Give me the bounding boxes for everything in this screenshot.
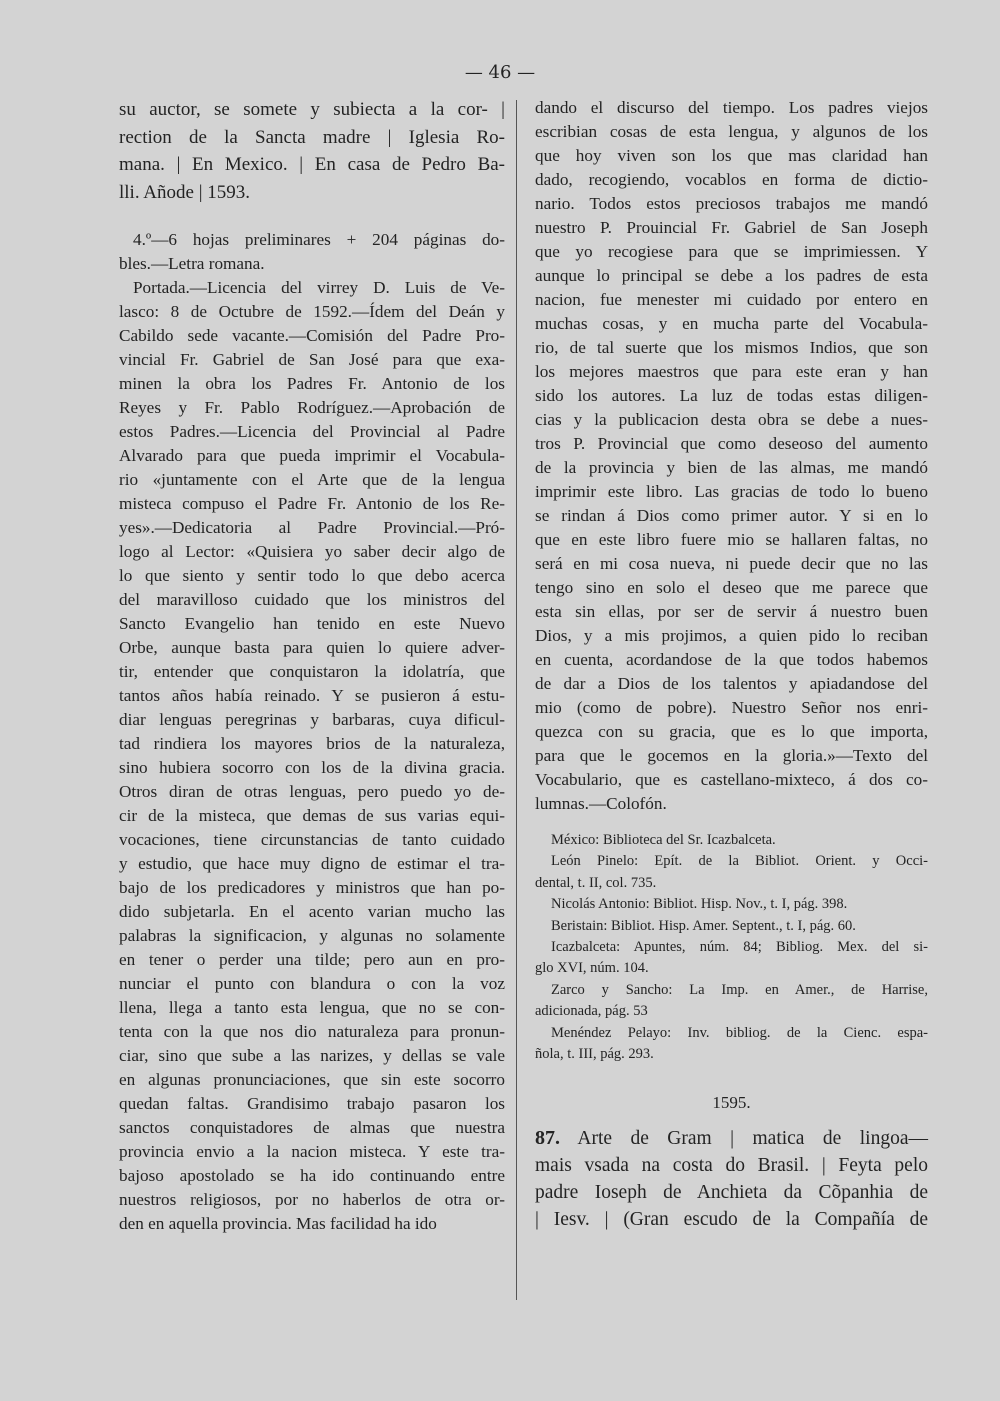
text-line: Dios, y a mis projimos, a quien pido lo reciban (535, 626, 928, 645)
text-line: vocaciones, tiene circunstancias de tanto cuidado (119, 830, 505, 849)
text-line: Zarco y Sancho: La Imp. en Amer., de Harrise, (551, 981, 928, 998)
entry-number: 87. (535, 1127, 560, 1150)
text-line: diar lenguas peregrinas y barbaras, cuya dificul- (119, 710, 505, 729)
text-line: será en mi cosa nueva, ni puede decir que no las (535, 554, 928, 573)
text-line: se rindan á Dios como primer autor. Y si en lo (535, 506, 928, 525)
text-line: imprimir este libro. Las gracias de todo lo bueno (535, 482, 928, 501)
bibliography-entry (535, 830, 928, 851)
page-number: — 46 — (464, 62, 536, 83)
text-line: lumnas.—Colofón. (535, 794, 667, 813)
text-line: palabras la significacion, y algunas no solamente (119, 926, 505, 945)
text-line: sanctos conquistadores de almas que nuestra (119, 1118, 505, 1137)
text-line: nacion, fue menester mi cuidado por entero en (535, 290, 928, 309)
text-line (535, 1125, 928, 1152)
text-line: tenta con la que nos dio naturaleza para pronun- (119, 1022, 505, 1041)
text-line: bajo de los predicadores y ministros que han po- (119, 878, 505, 897)
text-line: misteca compuso el Padre Fr. Antonio de los Re- (119, 494, 505, 513)
text-line: Reyes y Fr. Pablo Rodríguez.—Aprobación de (119, 398, 505, 417)
text-line: aunque lo principal se debe a los padres de esta (535, 266, 928, 285)
entry-line: | Iesv. | (Gran escudo de la Compañía de (535, 1209, 928, 1231)
text-line: bles.—Letra romana. (119, 254, 265, 273)
text-line: los mejores maestros que para este eran y han (535, 362, 928, 381)
text-line: que yo recogiese para que se imprimiessen. Y (535, 242, 928, 261)
bibliography-entry (535, 916, 928, 937)
text-line: México: Biblioteca del Sr. Icazbalceta. (551, 832, 776, 848)
text-line: Nicolás Antonio: Bibliot. Hisp. Nov., t. I, pág. 398. (551, 896, 848, 913)
bibliography-entry (535, 937, 928, 980)
contents-description (119, 276, 505, 1236)
text-line: yes».—Dedicatoria al Padre Provincial.—Pró- (119, 518, 505, 537)
text-line: quedan faltas. Grandisimo trabajo pasaron los (119, 1094, 505, 1113)
text-line: muchas cosas, y en mucha parte del Vocabula- (535, 314, 928, 333)
text-line: Orbe, aunque basta para quien lo quiere adver- (119, 638, 505, 657)
text-line: Vocabulario, que es castellano-mixteco, á dos co- (535, 770, 928, 789)
text-line: glo XVI, núm. 104. (535, 960, 649, 977)
text-line: Otros diran de otras lenguas, pero puedo yo de- (119, 782, 505, 801)
text-line: 4.º—6 hojas preliminares + 204 páginas do- (133, 230, 505, 249)
text-line: llena, llega a tanto esta lengua, que no se con- (119, 998, 505, 1017)
text-line: ñola, t. III, pág. 293. (535, 1046, 654, 1063)
bibliography-entry (535, 894, 928, 915)
text-line: Menéndez Pelayo: Inv. bibliog. de la Cienc. espa- (551, 1024, 928, 1041)
text-line: para que le gocemos en la gloria.»—Texto del (535, 746, 928, 765)
text-line: Cabildo sede vacante.—Comisión del Padre Pro- (119, 326, 505, 345)
text-line: tantos años había reinado. Y se pusieron á estu- (119, 686, 505, 705)
entry-line: Arte de Gram | matica de lingoa— (577, 1128, 928, 1150)
text-line: y estudio, que hace muy digno de estimar el tra- (119, 854, 505, 873)
text-line: que hoy viven son los que mas claridad han (535, 146, 928, 165)
text-line: nunciar el punto con blandura o con la voz (119, 974, 505, 993)
bibliography (535, 830, 928, 1065)
text-line: sido los autores. La luz de todas estas diligen- (535, 386, 928, 405)
text-line: en cuenta, acordandose de la que todos habemos (535, 650, 928, 669)
text-line: estos Padres.—Licencia del Provincial al Padre (119, 422, 505, 441)
text-line: dando el discurso del tiempo. Los padres viejos (535, 98, 928, 117)
prologue-continuation (535, 96, 928, 816)
format-description (119, 228, 505, 276)
text-line: su auctor, se somete y subiecta a la cor- | (119, 99, 505, 120)
text-line: del maravilloso cuidado que los ministros del (119, 590, 505, 609)
text-line: de dar a Dios de los talentos y apiadandose del (535, 674, 928, 693)
left-column (119, 96, 505, 1236)
entry-title-continuation (119, 96, 505, 206)
text-line: nuestro P. Prouincial Fr. Gabriel de San Joseph (535, 218, 928, 237)
text-line: tir, entender que conquistaron la idolatría, que (119, 662, 505, 681)
text-line: dido subjetarla. En el acento varian mucho las (119, 902, 505, 921)
text-line: provincia envio a la nacion misteca. Y este tra- (119, 1142, 505, 1161)
text-line: de la provincia y bien de las almas, me mandó (535, 458, 928, 477)
text-line: mana. | En Mexico. | En casa de Pedro Ba- (119, 154, 505, 175)
text-line: quezca con su gracia, que es lo que importa, (535, 722, 928, 741)
right-column (535, 96, 928, 1233)
text-line: ciar, sino que sube a las narizes, y dellas se vale (119, 1046, 505, 1065)
text-line: dental, t. II, col. 735. (535, 874, 657, 891)
text-line: dado, recogiendo, vocablos en forma de dictio- (535, 170, 928, 189)
text-line: rio «juntamente con el Arte que de la lengua (119, 470, 505, 489)
text-line: rio, de tal suerte que los mismos Indios, que son (535, 338, 928, 357)
text-line: nario. Todos estos preciosos trabajos me mandó (535, 194, 928, 213)
text-line: tad rindiera los mayores brios de la naturaleza, (119, 734, 505, 753)
bibliography-entry (535, 851, 928, 894)
text-line: adicionada, pág. 53 (535, 1003, 648, 1020)
year-heading: 1595. (712, 1093, 751, 1113)
text-line: escribian cosas de esta lengua, y algunos de los (535, 122, 928, 141)
text-line: vincial Fr. Gabriel de San José para que exa- (119, 350, 505, 369)
text-line: tros P. Provincial que como deseoso del aumento (535, 434, 928, 453)
entry-line: padre Ioseph de Anchieta da Cõpanhia de (535, 1182, 928, 1204)
bibliography-entry (535, 1023, 928, 1066)
text-line: Icazbalceta: Apuntes, núm. 84; Bibliog. Mex. del si- (551, 939, 928, 956)
text-line: que en este libro fuere mio se hallaren faltas, no (535, 530, 928, 549)
text-line: Sancto Evangelio han tenido en este Nuevo (119, 614, 505, 633)
text-line: lli. Añode | 1593. (119, 181, 250, 203)
text-line: mio (como de pobre). Nuestro Señor nos enri- (535, 698, 928, 717)
entry-87 (535, 1125, 928, 1233)
text-line: sino hubiera socorro con los de la divina gracia. (119, 758, 505, 777)
text-line: León Pinelo: Epít. de la Bibliot. Orient. y Occi- (551, 853, 928, 870)
text-line: Beristain: Bibliot. Hisp. Amer. Septent., t. I, pág. 60. (551, 917, 856, 934)
text-line: minen la obra los Padres Fr. Antonio de los (119, 374, 505, 393)
text-line: den en aquella provincia. Mas facilidad ha ido (119, 1214, 437, 1233)
column-divider (516, 100, 517, 1300)
text-line: bajoso apostolado se ha ido continuando entre (119, 1166, 505, 1185)
text-line: nuestros religiosos, por no haberlos de otra or- (119, 1190, 505, 1209)
text-line: esta sin ellas, por ser de servir á nuestro buen (535, 602, 928, 621)
text-line: rection de la Sancta madre | Iglesia Ro- (119, 126, 505, 148)
text-line: lasco: 8 de Octubre de 1592.—Ídem del Deán y (119, 302, 505, 321)
text-line: Portada.—Licencia del virrey D. Luis de Ve- (133, 278, 505, 297)
text-line: cias y la publicacion desta obra se debe a nues- (535, 410, 928, 429)
bibliography-entry (535, 980, 928, 1023)
text-line: en tener o perder una tilde; pero aun en pro- (119, 950, 505, 969)
text-line: logo al Lector: «Quisiera yo saber decir algo de (119, 542, 505, 561)
text-line: tengo sino en solo el deseo que me parece que (535, 578, 928, 597)
text-line: en algunas pronunciaciones, que sin este socorro (119, 1070, 505, 1089)
text-line: lo que siento y sentir todo lo que debo acerca (119, 566, 505, 585)
entry-line: mais vsada na costa do Brasil. | Feyta pelo (535, 1155, 928, 1177)
text-line: cir de la misteca, que demas de sus varias equi- (119, 806, 505, 825)
text-line: Alvarado para que pueda imprimir el Vocabula- (119, 446, 505, 465)
